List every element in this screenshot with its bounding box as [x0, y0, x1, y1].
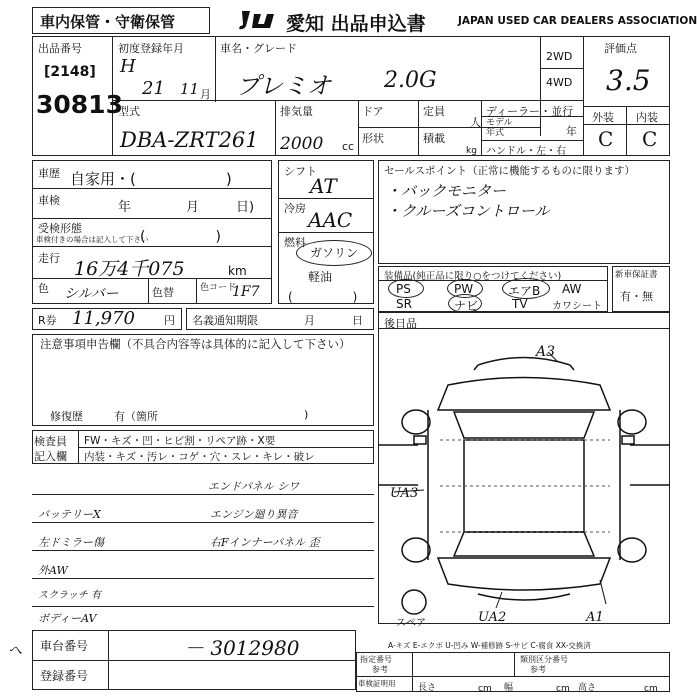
color-code-label: 色コード: [200, 283, 237, 293]
inspection-form-parens: ( ): [140, 229, 221, 245]
repair-label: 修復歴: [50, 410, 83, 423]
sales-points-label: セールスポイント（正常に機能するものに限ります）: [384, 165, 636, 177]
notice-label: 名義通知期限: [192, 314, 258, 327]
note-8: ボディーAV: [38, 612, 97, 625]
new-reg-value: 有・無: [620, 290, 653, 303]
exterior-grade: C: [598, 127, 614, 151]
equip-pw: PW: [454, 282, 474, 296]
ju-logo: [236, 8, 284, 32]
first-reg-era: H: [120, 56, 136, 77]
lot-number: 30813: [36, 90, 123, 119]
lot-label: 出品番号: [38, 42, 82, 55]
history-label: 車歴: [38, 167, 60, 180]
note-7: スクラッチ 有: [38, 590, 101, 601]
equip-tv: TV: [512, 297, 528, 311]
rating-label: 評価点: [604, 42, 637, 55]
inspection-month: 月: [186, 200, 200, 215]
margin-mark: へ: [8, 643, 22, 659]
note-5: 右Fインナーパネル 歪: [210, 536, 320, 549]
repair-value: 有（箇所: [114, 410, 158, 423]
dealer-label: ディーラー・並行: [486, 105, 574, 118]
after-label: 後日品: [384, 317, 417, 330]
inspection-label: 車検: [38, 194, 60, 207]
note-6: 外AW: [38, 564, 68, 577]
height-unit: cm: [644, 684, 658, 694]
equip-aw: AW: [562, 282, 582, 296]
damage-legend: A-キズ E-エクボ U-凹み W-補修跡 S-サビ C-腐食 XX-交換済: [388, 641, 591, 650]
note-1: エンドパネル シワ: [208, 480, 300, 493]
note-2: バッテリーX: [38, 508, 101, 521]
circle-airbag: [502, 278, 550, 299]
capacity-label: 定員: [423, 105, 445, 118]
mileage-unit: km: [228, 264, 247, 278]
exterior-label: 外装: [592, 111, 614, 124]
note-3: エンジン廻り異音: [210, 508, 298, 521]
registration-label: 登録番号: [40, 669, 89, 683]
repair-close: ): [304, 408, 309, 421]
model-grade: 2.0G: [384, 68, 437, 93]
spec-ref-label: 参考: [372, 665, 388, 674]
fuel-label: 燃料: [284, 236, 306, 249]
mark-side: UA3: [390, 486, 419, 501]
rating-value: 3.5: [606, 64, 651, 97]
color-label: 色: [38, 282, 49, 295]
first-reg-label: 初度登録年月: [118, 42, 184, 55]
displacement-value: 2000: [280, 134, 324, 154]
chassis-value: － 3012980: [184, 636, 300, 660]
cat-no-label: 類別区分番号: [520, 655, 568, 664]
length-unit: cm: [478, 684, 492, 694]
equip-ps: PS: [396, 282, 411, 296]
inspection-form-note: 車検付きの場合は記入して下さい: [36, 235, 149, 244]
note-4: 左ドミラー傷: [38, 536, 104, 549]
association-name: JAPAN USED CAR DEALERS ASSOCIATION: [458, 15, 698, 27]
first-reg-month: 11: [180, 80, 200, 98]
form-title: 愛知 出品申込書: [286, 13, 426, 35]
notice-month: 月: [304, 314, 315, 327]
model-year-label: モデル 年式: [486, 118, 513, 138]
capacity-unit: 人: [470, 116, 481, 129]
recycle-label: R券: [38, 314, 57, 327]
fuel-diesel: 軽油: [308, 270, 333, 284]
mark-rear-right: A1: [586, 610, 604, 625]
circle-navi: [448, 294, 482, 313]
ac-label: 冷房: [284, 202, 306, 215]
interior-grade: C: [642, 127, 658, 151]
inspection-year: 年: [118, 200, 132, 215]
fuel-parens: ( ): [288, 290, 358, 304]
width-label: 幅: [504, 683, 514, 693]
load-unit: kg: [466, 146, 477, 156]
shape-label: 形状: [362, 132, 384, 145]
inspector-label: 検査員: [34, 435, 67, 448]
inspector-row2: 内装・キズ・汚レ・コゲ・穴・スレ・キレ・破レ: [84, 451, 315, 463]
lot-bracket: [2148]: [44, 64, 96, 80]
recycle-value: 11,970: [72, 308, 135, 329]
interior-label: 内装: [636, 111, 658, 124]
equip-navi: ナビ: [454, 299, 479, 313]
caution-label: 注意事項申告欄（不具合内容等は具体的に記入して下さい）: [40, 337, 351, 351]
width-unit: cm: [556, 684, 570, 694]
spare-label: スペア: [396, 618, 426, 629]
first-reg-year: 21: [142, 78, 165, 99]
mileage-label: 走行: [38, 252, 60, 265]
car-damage-diagram: [378, 340, 670, 624]
color-value: シルバー: [64, 286, 119, 302]
type-label: 型式: [118, 105, 140, 118]
load-label: 積載: [423, 132, 445, 145]
equipment-label: 装備品(純正品に限り○をつけてください): [384, 271, 562, 282]
equip-sr: SR: [396, 297, 412, 311]
model-year-unit: 年: [566, 125, 577, 138]
circle-ps: [388, 279, 424, 298]
color-code: 1F7: [232, 284, 260, 300]
displacement-label: 排気量: [280, 105, 313, 118]
equip-kawa-seat: カワシート: [552, 301, 602, 312]
repaint-label: 色替: [152, 286, 174, 299]
cat-ref-label: 参考: [530, 665, 546, 674]
first-reg-month-unit: 月: [200, 88, 211, 101]
length-label: 長さ: [418, 683, 437, 693]
ac-value: AAC: [308, 208, 353, 232]
mileage-value: 16万4千075: [74, 258, 185, 280]
door-label: ドア: [362, 105, 384, 118]
spec-no-label: 指定番号: [360, 655, 392, 664]
notice-day: 日: [352, 314, 363, 327]
shift-value: AT: [310, 174, 337, 198]
inspector-label-2: 記入欄: [34, 450, 67, 463]
shift-label: シフト: [284, 165, 317, 178]
inspection-form-label: 受検形態: [38, 222, 82, 235]
sales-point-2: ・クルーズコントロール: [386, 202, 550, 220]
mark-rear-left: UA2: [478, 610, 507, 625]
inspector-row1: FW・キズ・凹・ヒビ割・リペア跡・X要: [84, 435, 276, 447]
model-name: プレミオ: [236, 72, 332, 100]
fuel-gas: ガソリン: [310, 246, 359, 260]
mark-front: A3: [536, 344, 556, 360]
type-value: DBA-ZRT261: [120, 128, 259, 152]
storage-label: 車内保管・守衛保管: [40, 13, 176, 31]
inspection-day: 日): [236, 200, 255, 215]
recycle-unit: 円: [164, 314, 175, 327]
history-value: 自家用・( ): [70, 170, 232, 188]
cert-label: 車検証明用: [358, 679, 396, 688]
sales-point-1: ・バックモニター: [386, 182, 507, 200]
handle-label: ハンドル・左・右: [486, 146, 566, 157]
height-label: 高さ: [578, 683, 597, 693]
displacement-unit: cc: [342, 140, 355, 153]
drive-2wd: 2WD: [546, 50, 573, 63]
drive-4wd: 4WD: [546, 76, 573, 89]
chassis-label: 車台番号: [40, 639, 89, 653]
new-reg-label: 新車保証書: [615, 270, 658, 280]
model-name-label: 車名・グレード: [220, 42, 297, 55]
equip-airbag: エアB: [508, 284, 541, 298]
